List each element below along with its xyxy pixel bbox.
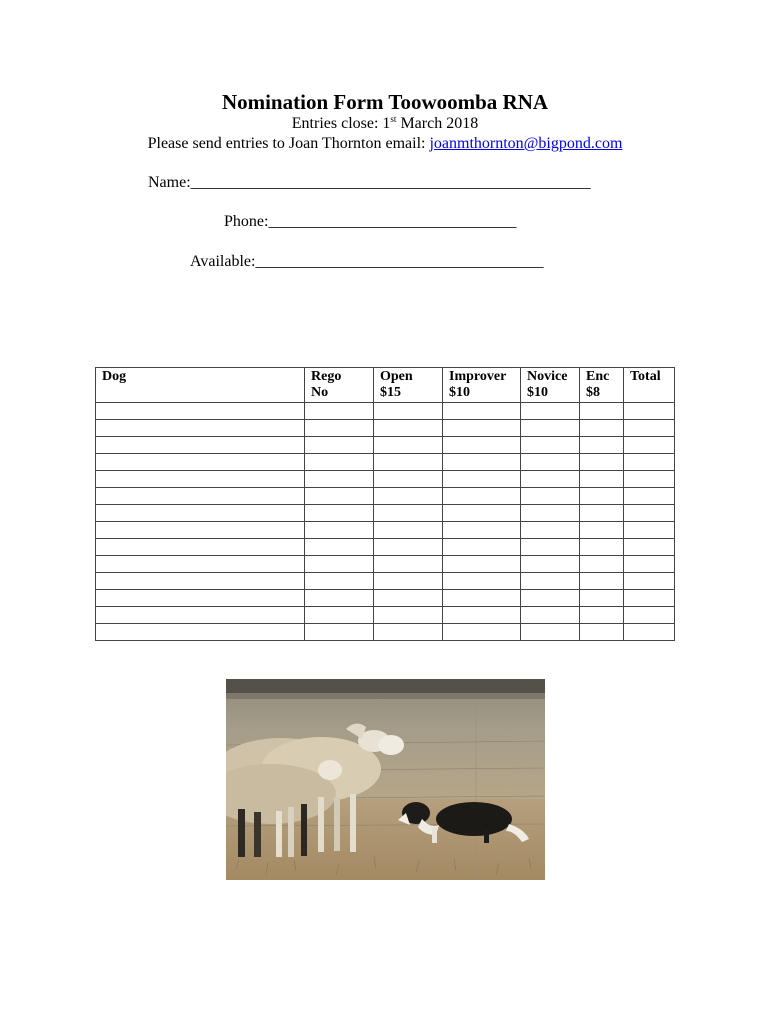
entry-cell[interactable] <box>96 607 305 624</box>
entry-cell[interactable] <box>96 454 305 471</box>
name-field[interactable]: Name:__________________________________________________ <box>148 174 591 191</box>
entry-cell[interactable] <box>443 437 521 454</box>
entry-cell[interactable] <box>580 607 624 624</box>
table-row <box>96 573 675 590</box>
entry-cell[interactable] <box>580 488 624 505</box>
entry-cell[interactable] <box>580 420 624 437</box>
entry-cell[interactable] <box>96 471 305 488</box>
entry-cell[interactable] <box>624 471 675 488</box>
table-row <box>96 624 675 641</box>
form-title: Nomination Form Toowoomba RNA <box>221 90 549 114</box>
phone-field[interactable]: Phone:_______________________________ <box>224 213 517 230</box>
entry-cell[interactable] <box>96 556 305 573</box>
entry-cell[interactable] <box>580 403 624 420</box>
available-field[interactable]: Available:____________________________________ <box>190 253 544 270</box>
entry-cell[interactable] <box>521 488 580 505</box>
entry-cell[interactable] <box>96 539 305 556</box>
entry-cell[interactable] <box>443 420 521 437</box>
table-row <box>96 522 675 539</box>
entry-cell[interactable] <box>374 539 443 556</box>
entry-cell[interactable] <box>443 505 521 522</box>
entry-cell[interactable] <box>96 522 305 539</box>
entry-cell[interactable] <box>305 454 374 471</box>
entry-cell[interactable] <box>96 573 305 590</box>
entry-cell[interactable] <box>521 573 580 590</box>
entry-cell[interactable] <box>443 539 521 556</box>
entry-cell[interactable] <box>624 437 675 454</box>
entry-cell[interactable] <box>521 607 580 624</box>
entry-cell[interactable] <box>305 471 374 488</box>
entries-close-line: Entries close: 1st March 2018 <box>291 114 479 132</box>
entry-cell[interactable] <box>580 505 624 522</box>
entry-cell[interactable] <box>443 590 521 607</box>
table-row <box>96 590 675 607</box>
entry-cell[interactable] <box>374 590 443 607</box>
entry-cell[interactable] <box>374 522 443 539</box>
entry-cell[interactable] <box>96 590 305 607</box>
entry-cell[interactable] <box>580 539 624 556</box>
entry-cell[interactable] <box>305 624 374 641</box>
entry-cell[interactable] <box>624 573 675 590</box>
entry-cell[interactable] <box>305 556 374 573</box>
entry-cell[interactable] <box>443 573 521 590</box>
entry-cell[interactable] <box>305 607 374 624</box>
entry-cell[interactable] <box>624 454 675 471</box>
entry-cell[interactable] <box>624 522 675 539</box>
entry-cell[interactable] <box>305 420 374 437</box>
table-row <box>96 488 675 505</box>
entry-cell[interactable] <box>580 590 624 607</box>
entry-cell[interactable] <box>305 590 374 607</box>
entry-cell[interactable] <box>521 403 580 420</box>
header-total: Total <box>624 368 675 403</box>
entry-cell[interactable] <box>521 471 580 488</box>
table-row <box>96 556 675 573</box>
entry-cell[interactable] <box>443 624 521 641</box>
entry-cell[interactable] <box>580 522 624 539</box>
entry-cell[interactable] <box>521 539 580 556</box>
entry-cell[interactable] <box>96 505 305 522</box>
entry-cell[interactable] <box>521 420 580 437</box>
entry-cell[interactable] <box>521 624 580 641</box>
entry-cell[interactable] <box>521 437 580 454</box>
header-dog: Dog <box>96 368 305 403</box>
entry-cell[interactable] <box>521 556 580 573</box>
entry-cell[interactable] <box>374 437 443 454</box>
entry-cell[interactable] <box>521 454 580 471</box>
entry-cell[interactable] <box>624 505 675 522</box>
entry-cell[interactable] <box>624 488 675 505</box>
entry-cell[interactable] <box>624 420 675 437</box>
entry-cell[interactable] <box>374 505 443 522</box>
entry-cell[interactable] <box>374 573 443 590</box>
entry-cell[interactable] <box>443 403 521 420</box>
entries-table <box>95 367 675 641</box>
entry-cell[interactable] <box>624 624 675 641</box>
entry-cell[interactable] <box>374 624 443 641</box>
header-novice: Novice $10 <box>521 368 580 403</box>
entry-cell[interactable] <box>96 624 305 641</box>
entry-cell[interactable] <box>580 624 624 641</box>
header-enc: Enc $8 <box>580 368 624 403</box>
entry-cell[interactable] <box>374 471 443 488</box>
table-row <box>96 454 675 471</box>
entry-cell[interactable] <box>624 539 675 556</box>
entry-cell[interactable] <box>521 522 580 539</box>
entry-cell[interactable] <box>305 403 374 420</box>
entry-cell[interactable] <box>521 505 580 522</box>
header-improver: Improver $10 <box>443 368 521 403</box>
table-row <box>96 539 675 556</box>
entry-cell[interactable] <box>305 437 374 454</box>
entry-cell[interactable] <box>96 488 305 505</box>
table-row <box>96 471 675 488</box>
header-open: Open $15 <box>374 368 443 403</box>
table-row <box>96 607 675 624</box>
entry-cell[interactable] <box>443 556 521 573</box>
entry-cell[interactable] <box>374 607 443 624</box>
entry-cell[interactable] <box>443 471 521 488</box>
header-rego-no: Rego No <box>305 368 374 403</box>
entry-cell[interactable] <box>624 403 675 420</box>
email-link[interactable]: joanmthornton@bigpond.com <box>429 135 623 152</box>
entry-cell[interactable] <box>305 488 374 505</box>
entry-cell[interactable] <box>443 454 521 471</box>
entry-cell[interactable] <box>580 437 624 454</box>
table-row <box>96 437 675 454</box>
entry-cell[interactable] <box>374 488 443 505</box>
entry-cell[interactable] <box>624 590 675 607</box>
table-row <box>96 403 675 420</box>
entry-cell[interactable] <box>305 573 374 590</box>
entry-cell[interactable] <box>96 420 305 437</box>
entry-cell[interactable] <box>374 556 443 573</box>
entry-cell[interactable] <box>96 403 305 420</box>
entry-cell[interactable] <box>624 607 675 624</box>
entry-cell[interactable] <box>443 522 521 539</box>
entry-cell[interactable] <box>443 607 521 624</box>
table-row <box>96 505 675 522</box>
entry-cell[interactable] <box>374 420 443 437</box>
entry-cell[interactable] <box>580 556 624 573</box>
table-row <box>96 420 675 437</box>
send-entries-line: Please send entries to Joan Thornton email: joanmthornton@bigpond.com <box>147 135 623 152</box>
entry-cell[interactable] <box>624 556 675 573</box>
entry-cell[interactable] <box>580 454 624 471</box>
entry-cell[interactable] <box>305 505 374 522</box>
entry-cell[interactable] <box>521 590 580 607</box>
entry-cell[interactable] <box>305 522 374 539</box>
entry-cell[interactable] <box>96 437 305 454</box>
sheep-and-border-collie-photo <box>226 679 545 880</box>
entry-cell[interactable] <box>305 539 374 556</box>
entry-cell[interactable] <box>374 454 443 471</box>
entry-cell[interactable] <box>443 488 521 505</box>
entry-cell[interactable] <box>374 403 443 420</box>
entry-cell[interactable] <box>580 573 624 590</box>
entry-cell[interactable] <box>580 471 624 488</box>
table-header-row <box>96 368 675 403</box>
